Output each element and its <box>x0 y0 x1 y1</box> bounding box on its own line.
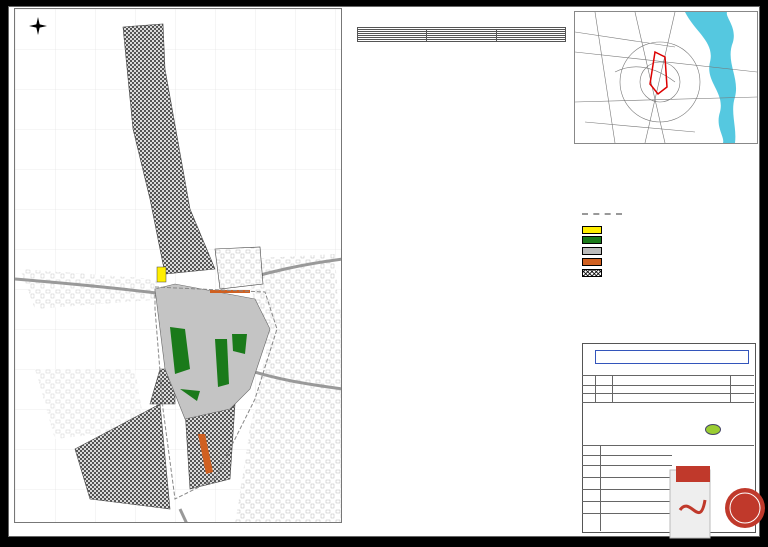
cell-total-label <box>358 40 427 42</box>
land-use-table <box>357 27 566 42</box>
north-arrow-icon <box>29 17 47 35</box>
legend-item <box>582 269 608 277</box>
legend-item <box>582 236 608 244</box>
recreational-swatch <box>582 236 602 244</box>
site-map-drawing <box>15 9 342 523</box>
legend-item <box>582 213 626 217</box>
dashed-line-icon <box>582 213 622 217</box>
utilities-swatch <box>582 258 602 266</box>
legend-item <box>582 226 608 234</box>
table-total-row <box>358 40 566 42</box>
project-title <box>595 350 749 364</box>
residential-swatch <box>582 226 602 234</box>
cell-total-pct <box>496 40 565 42</box>
transportation-swatch <box>582 247 602 255</box>
cell-total-area <box>427 40 496 42</box>
legend-item <box>582 247 608 255</box>
rlda-logo-icon <box>705 424 721 435</box>
legend-item <box>582 258 608 266</box>
pdf-watermark <box>650 460 768 542</box>
key-plan-map <box>574 11 758 144</box>
site-map <box>14 8 342 523</box>
non-scheme-swatch <box>582 269 602 277</box>
